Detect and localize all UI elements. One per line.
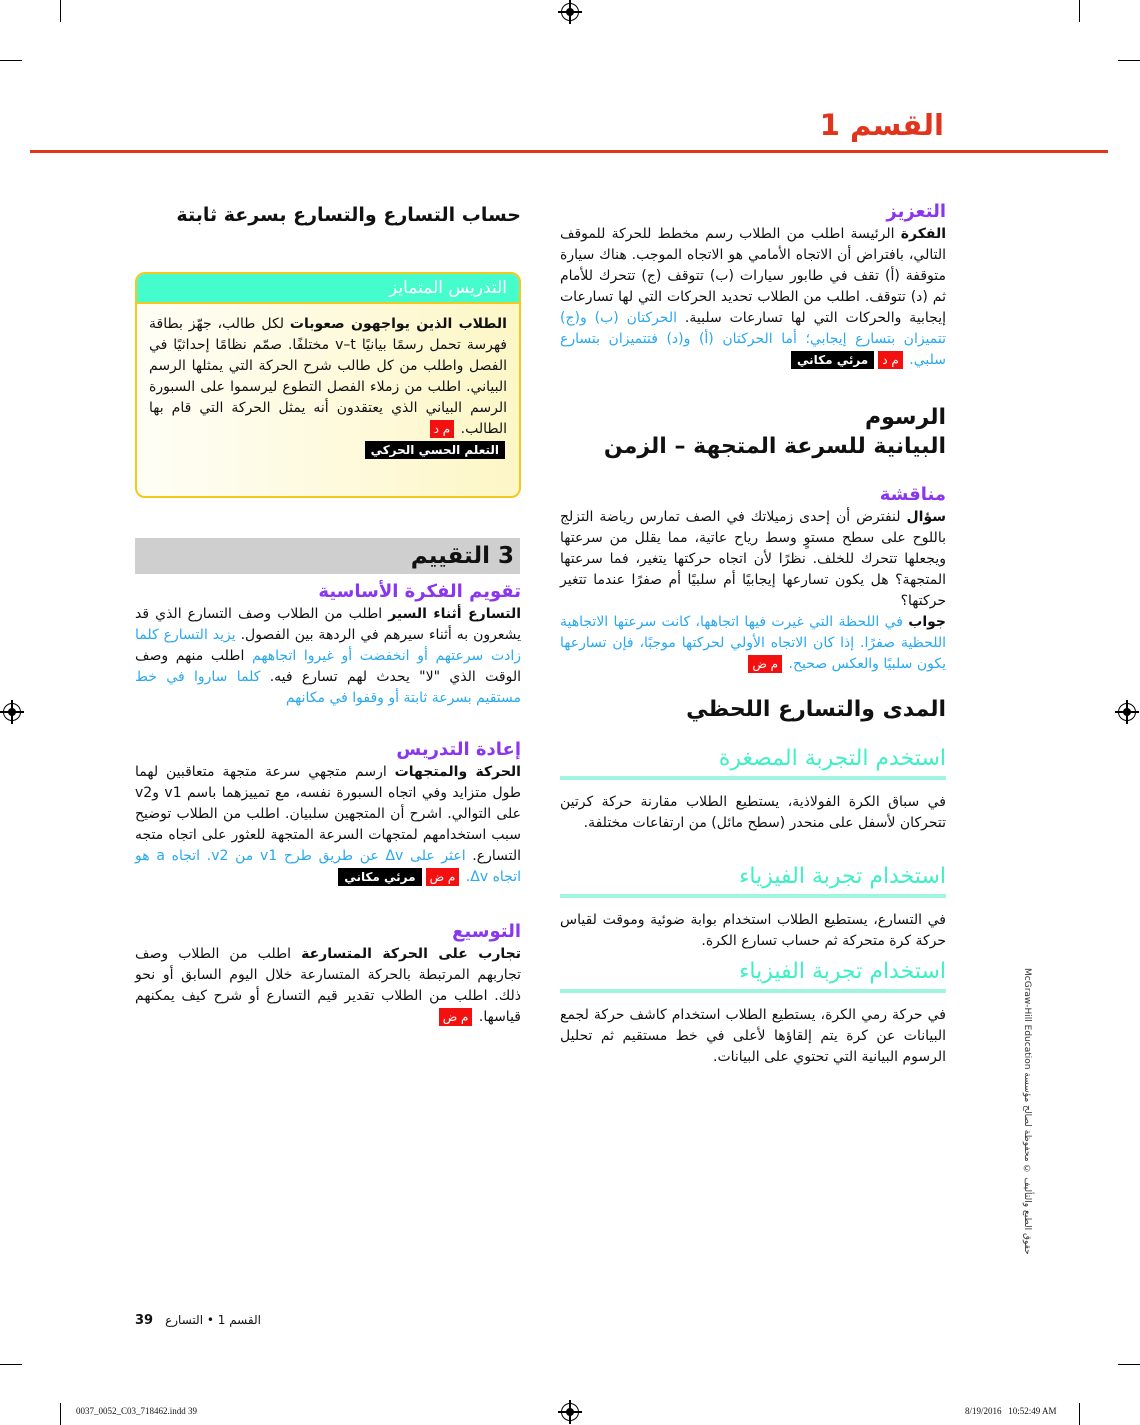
learning-style-badge: التعلم الحسي الحركي bbox=[365, 441, 505, 459]
physics-lab-text: في حركة رمي الكرة، يستطيع الطلاب استخدام كاشف حركة لجمع البيانات عن كرة يتم إلقاؤها لأعلى في خط مستقيم ثم تحليل الرسوم البيانية التي تحتوي على البيانات. bbox=[560, 1007, 946, 1065]
extend-heading: التوسيع bbox=[452, 921, 521, 942]
page-number: 39 bbox=[135, 1313, 154, 1328]
discussion-section bbox=[560, 483, 946, 675]
lead: التسارع أثناء السير bbox=[388, 606, 521, 622]
physics-lab-section bbox=[560, 957, 946, 1068]
learning-style-badge: مرئي مكاني bbox=[791, 351, 874, 369]
crop-mark bbox=[1079, 0, 1080, 22]
copyright-note: حقوق الطبع والتأليف © محفوظة لصالح مؤسسة McGraw-Hill Education bbox=[1022, 968, 1032, 1255]
section-title: القسم 1 bbox=[819, 108, 944, 142]
reinforce-heading: التعزيز bbox=[886, 201, 946, 222]
mini-lab-text: في سباق الكرة الفولاذية، يستطيع الطلاب مقارنة حركة كرتين تتحركان لأسفل على منحدر (سطح مائل) من ارتفاعات مختلفة. bbox=[560, 794, 946, 831]
key-concept-section bbox=[135, 580, 521, 709]
reinforce-section bbox=[560, 200, 946, 371]
registration-mark-icon bbox=[3, 703, 21, 721]
physics-lab-heading: استخدام تجربة الفيزياء bbox=[560, 862, 946, 898]
body: لنفترض أن إحدى زميلاتك في الصف تمارس رياضة التزلج باللوح على سطح مستوٍ وسط رياح عاتية، مما يقلل من سرعتها ويجعلها تتحرك للخلف. نظرًا لأن اتجاه حركتها يتغير، فما سرعتها المتجهة؟ هل يكون تسارعها إيجابيًا أم سلبيًا أم صفرًا عندما تتغير حركتها؟ bbox=[560, 509, 946, 609]
body: اطلب من الطلاب وصف تجاربهم المرتبطة بالحركة المتسارعة خلال اليوم السابق أو نحو ذلك. اطلب من الطلاب تقدير قيم التسارع أو شرح كيف يمكنهم قياسها. bbox=[135, 946, 521, 1025]
crop-mark bbox=[1118, 1364, 1140, 1365]
mini-lab-section bbox=[560, 744, 946, 834]
page-title: حساب التسارع والتسارع بسرعة ثابتة bbox=[176, 204, 521, 226]
registration-mark-icon bbox=[561, 1403, 579, 1421]
level-badge: م ض bbox=[748, 655, 782, 673]
lead: الطلاب الذين يواجهون صعوبات bbox=[289, 316, 507, 332]
lead: سؤال bbox=[906, 509, 946, 525]
physics-lab-text: في التسارع، يستطيع الطلاب استخدام بوابة ضوئية وموقت لقياس حركة كرة متحركة ثم حساب تسارع الكرة. bbox=[560, 912, 946, 949]
box-header: التدريس المتمايز bbox=[137, 274, 519, 304]
reteach-text bbox=[135, 762, 521, 888]
level-badge: م د bbox=[878, 351, 903, 369]
body: ارسم متجهي سرعة متجهة متعاقبين لهما طول متزايد وفي اتجاه السبورة نفسه، مع تمييزهما باسم v1 وv2 على التوالي. اشرح أن المتجهين سلبيان. اطلب من الطلاب توضيح سبب استخدامهم لمتجهات السرعة المتجهة للعثور على اتجاه متجه التسارع. bbox=[135, 764, 522, 864]
reinforce-text bbox=[560, 224, 946, 371]
extend-text bbox=[135, 944, 521, 1028]
differentiated-instruction-box bbox=[135, 272, 521, 498]
discussion-question bbox=[560, 507, 946, 612]
crop-mark bbox=[60, 0, 61, 22]
body: اطلب من الطلاب وصف التسارع الذي قد يشعرون به أثناء سيرهم في الردهة بين الفصول. bbox=[135, 606, 521, 643]
lead: جواب bbox=[908, 614, 946, 630]
answer: الحركتان (ب) و(ج) تتميزان بتسارع إيجابي؛ أما الحركتان (أ) و(د) فتتميزان بتسارع سلبي. bbox=[560, 310, 946, 368]
range-heading: المدى والتسارع اللحظي bbox=[686, 697, 946, 722]
graphs-heading bbox=[560, 403, 946, 461]
extend-section bbox=[135, 920, 521, 1028]
registration-mark-icon bbox=[561, 3, 579, 21]
level-badge: م د bbox=[430, 420, 455, 438]
reteach-section bbox=[135, 738, 521, 888]
lead: تجارب على الحركة المتسارعة bbox=[301, 946, 522, 962]
assessment-band bbox=[135, 538, 520, 574]
lead: الفكرة bbox=[900, 226, 946, 242]
assessment-heading: 3 التقييم bbox=[410, 543, 514, 569]
crop-mark bbox=[60, 1403, 61, 1425]
level-badge: م ض bbox=[426, 868, 460, 886]
answer: يزيد التسارع كلما زادت سرعتهم أو انخفضت أو غيروا اتجاههم bbox=[135, 627, 522, 664]
body: اطلب منهم وصف الوقت الذي "لا" يحدث لهم تسارع فيه. bbox=[135, 648, 521, 685]
key-concept-heading: تقويم الفكرة الأساسية bbox=[318, 581, 521, 602]
crop-mark bbox=[0, 60, 22, 61]
graphs-heading-line1: الرسوم bbox=[864, 405, 946, 430]
answer: في اللحظة التي غيرت فيها اتجاهها، كانت سرعتها الاتجاهية اللحظية صفرًا. إذا كان الاتجاه الأولي لحركتها موجبًا، فإن تسارعها يكون سلبيًا والعكس صحيح. bbox=[560, 614, 946, 672]
crop-mark bbox=[1079, 1403, 1080, 1425]
level-badge: م ض bbox=[439, 1008, 473, 1026]
lead: الحركة والمتجهات bbox=[394, 764, 521, 780]
page-footer bbox=[135, 1313, 261, 1328]
header-rule bbox=[30, 150, 1108, 153]
physics-lab-heading: استخدام تجربة الفيزياء bbox=[560, 957, 946, 993]
timestamp: 8/19/2016 10:52:49 AM bbox=[965, 1406, 1057, 1416]
registration-mark-icon bbox=[1118, 703, 1136, 721]
reteach-heading: إعادة التدريس bbox=[396, 739, 521, 760]
graphs-heading-line2: البيانية للسرعة المتجهة – الزمن bbox=[603, 434, 946, 459]
crop-mark bbox=[1118, 60, 1140, 61]
running-title: القسم 1 • التسارع bbox=[165, 1313, 261, 1327]
key-concept-text bbox=[135, 604, 521, 709]
file-name: 0037_0052_C03_718462.indd 39 bbox=[76, 1406, 198, 1416]
learning-style-badge: مرئي مكاني bbox=[338, 868, 421, 886]
mini-lab-heading: استخدم التجربة المصغرة bbox=[560, 744, 946, 780]
discussion-heading: مناقشة bbox=[879, 484, 946, 505]
physics-lab-section bbox=[560, 862, 946, 952]
body: الرئيسة اطلب من الطلاب رسم مخطط للحركة للموقف التالي، بافتراض أن الاتجاه الأمامي هو الاتجاه الموجب. هناك سيارة متوقفة (أ) تقف في طابور سيارات (ب) تتوقف (ج) تتحرك للأمام ثم (د) تتوقف. اطلب من الطلاب تحديد الحركات التي لها تسارعات إيجابية والحركات التي لها تسارعات سلبية. bbox=[560, 226, 946, 326]
answer: اعثر على Δv عن طريق طرح v1 من v2. اتجاه a هو اتجاه Δv. bbox=[135, 848, 521, 885]
body: لكل طالب، جهّز بطاقة فهرسة تحمل رسمًا بيانيًا v–t مختلفًا. صمّم نظامًا إحداثيًا في الفصل واطلب من كل طالب شرح الحركة التي يمثلها الرسم البياني. اطلب من زملاء الفصل التطوع ليرسموا على السبورة الرسم البياني الذي يعتقدون أنه يمثل الحركة التي قام بها الطالب. bbox=[149, 316, 507, 437]
box-text bbox=[137, 304, 519, 461]
answer: كلما ساروا في خط مستقيم بسرعة ثابتة أو وقفوا في مكانهم bbox=[135, 669, 521, 706]
discussion-answer bbox=[560, 612, 946, 675]
crop-mark bbox=[0, 1364, 22, 1365]
